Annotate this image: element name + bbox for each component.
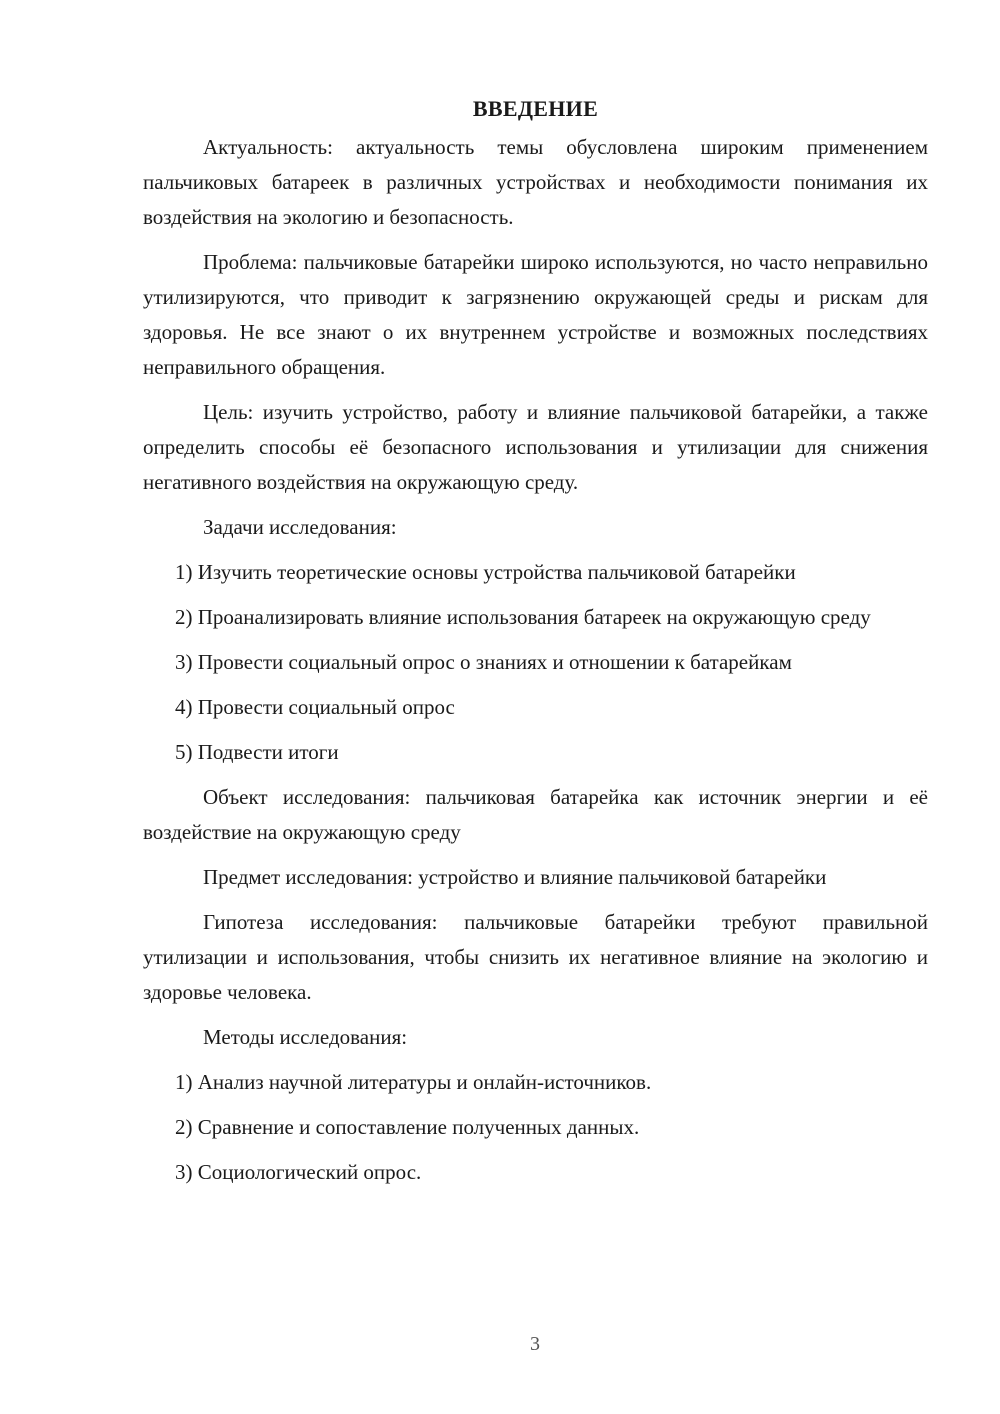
relevance-paragraph: Актуальность: актуальность темы обусловлена широким применением пальчиковых батареек в различных устройствах и необходимости понимания их воздействия на экологию и безопасность. [143,135,928,229]
task-item-5: 5) Подвести итоги [175,740,339,764]
task-item-1: 1) Изучить теоретические основы устройства пальчиковой батарейки [175,560,796,584]
page-title: ВВЕДЕНИЕ [472,96,599,121]
document-page [143,94,928,1200]
hypothesis-paragraph: Гипотеза исследования: пальчиковые батарейки требуют правильной утилизации и использования, чтобы снизить их негативное влияние на экологию и здоровье человека. [143,910,928,1004]
problem-paragraph: Проблема: пальчиковые батарейки широко используются, но часто неправильно утилизируются, что приводит к загрязнению окружающей среды и рискам для здоровья. Не все знают о их внутреннем устройстве и возможных последствиях неправильного обращения. [143,250,928,379]
task-item-4: 4) Провести социальный опрос [175,695,455,719]
task-item-3: 3) Провести социальный опрос о знаниях и отношении к батарейкам [175,650,792,674]
methods-heading: Методы исследования: [203,1025,408,1049]
method-item-3: 3) Социологический опрос. [175,1160,422,1184]
method-item-2: 2) Сравнение и сопоставление полученных данных. [175,1115,640,1139]
subject-paragraph: Предмет исследования: устройство и влияние пальчиковой батарейки [203,865,827,889]
task-item-2: 2) Проанализировать влияние использования батареек на окружающую среду [175,605,871,629]
method-item-1: 1) Анализ научной литературы и онлайн-источников. [175,1070,652,1094]
goal-paragraph: Цель: изучить устройство, работу и влияние пальчиковой батарейки, а также определить способы её безопасного использования и утилизации для снижения негативного воздействия на окружающую среду. [143,400,928,494]
page-number: 3 [530,1333,540,1355]
tasks-heading: Задачи исследования: [203,515,397,539]
object-paragraph: Объект исследования: пальчиковая батарейка как источник энергии и её воздействие на окружающую среду [143,785,928,844]
